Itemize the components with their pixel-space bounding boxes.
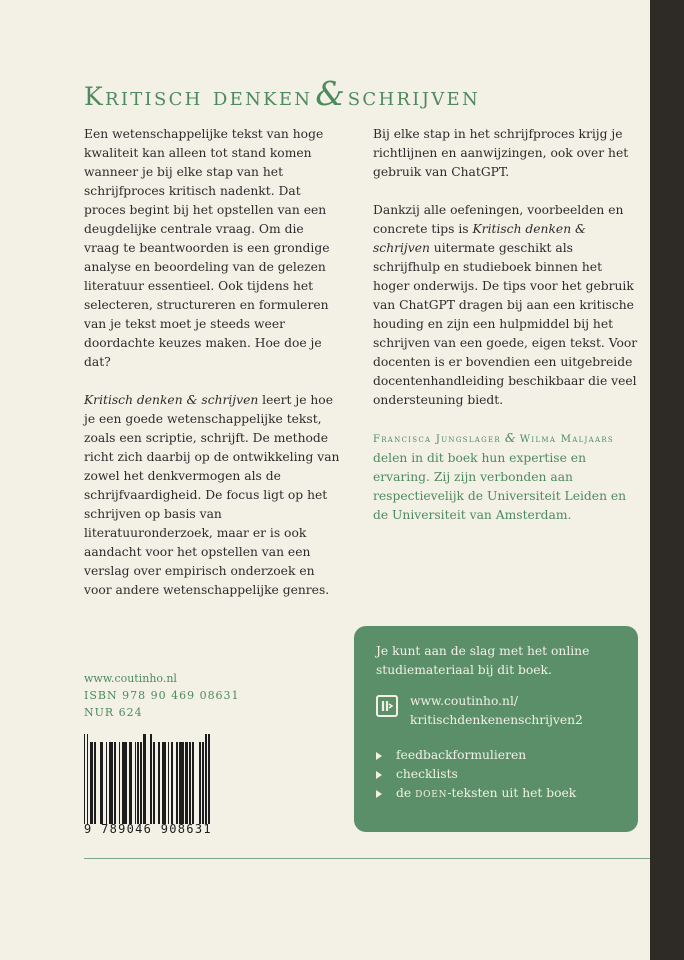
right-paragraph-2-end: uitermate geschikt als schrijfhulp en studieboek binnen het hoger onderwijs. De tips voor het gebruik van ChatGPT dragen bij aan een kritische houding en zijn een hulpmiddel bij het schrijven van een goede, eigen tekst. Voor docenten is er bovendien een uitgebreide docentenhandleiding beschikbaar die veel ondersteuning biedt. [373,241,638,407]
list-item-label: checklists [396,767,458,781]
author-name-2: Wilma Maljaars [519,434,615,445]
left-paragraph-2 [84,391,342,600]
online-material-list [376,746,620,803]
list-item-label-end: -teksten uit het boek [447,786,577,800]
isbn: ISBN 978 90 469 08631 [84,689,240,702]
title-part-2: schrijven [347,82,481,111]
right-paragraph-1: Bij elke stap in het schrijfproces krijg je richtlijnen en aanwijzingen, ook over het gebruik van ChatGPT. [373,127,629,179]
online-url-line-1: www.coutinho.nl/ [410,694,519,708]
list-item-doen: doen [415,786,448,800]
list-item-label: feedbackformulieren [396,748,527,762]
coutinho-online-icon [376,695,398,717]
left-paragraph-2-text: leert je hoe je een goede wetenschappelijke tekst, zoals een scriptie, schrijft. De methode richt zich daarbij op de ontwikkeling van zowel het denkvermogen als de schrijfvaardigheid. De focus ligt op het schrijven op basis van literatuuronderzoek, maar er is ook aandacht voor het opstellen van een verslag over empirisch onderzoek en voor andere wetenschappelijke genres. [84,393,340,597]
author-name-1: Francisca Jungslager [373,434,501,445]
right-column [373,125,638,544]
authors-paragraph [373,429,638,525]
title-ampersand: & [315,74,345,113]
list-item [376,746,620,765]
book-title [84,74,644,113]
publisher-website: www.coutinho.nl [84,672,177,685]
book-title-italic: Kritisch denken & schrijven [84,393,259,407]
barcode-bar [208,734,209,824]
bullet-triangle-icon [376,752,382,760]
bullet-triangle-icon [376,790,382,798]
bottom-divider [84,858,650,859]
left-column [84,125,342,619]
right-paragraph-2 [373,201,638,410]
nur-code: NUR 624 [84,706,143,719]
authors-text: delen in dit boek hun expertise en ervaring. Zij zijn verbonden aan respectievelijk de Universiteit Leiden en de Universiteit van Amsterdam. [373,451,627,522]
barcode [84,738,228,841]
barcode-bars [84,738,228,824]
list-item [376,784,620,803]
publication-info [84,670,240,721]
barcode-number: 9 789046 908631 [84,822,212,836]
list-item-label-start: de [396,786,416,800]
list-item [376,765,620,784]
online-intro-text: Je kunt aan de slag met het online studiemateriaal bij dit boek. [376,644,590,677]
bullet-triangle-icon [376,771,382,779]
online-url-link[interactable] [376,692,620,730]
online-url-line-2: kritischdenkenenschrijven2 [410,713,583,727]
online-material-box [354,626,638,832]
book-spine [650,0,684,960]
book-title-italic-right: Kritisch denken & schrijven [373,222,586,255]
left-paragraph-1: Een wetenschappelijke tekst van hoge kwaliteit kan alleen tot stand komen wanneer je bij elke stap van het schrijfproces kritisch nadenkt. Dat proces begint bij het opstellen van een deugdelijke centrale vraag. Om die vraag te beantwoorden is een grondige analyse en beoordeling van de gelezen literatuur essentieel. Ook tijdens het selecteren, structureren en formuleren van je tekst moet je steeds weer doordachte keuzes maken. Hoe doe je dat? [84,127,330,369]
title-part-1: Kritisch denken [84,82,313,111]
authors-ampersand: & [504,431,516,445]
list-item-label [396,784,576,803]
right-paragraph-2-start: Dankzij alle oefeningen, voorbeelden en concrete tips is [373,203,624,236]
